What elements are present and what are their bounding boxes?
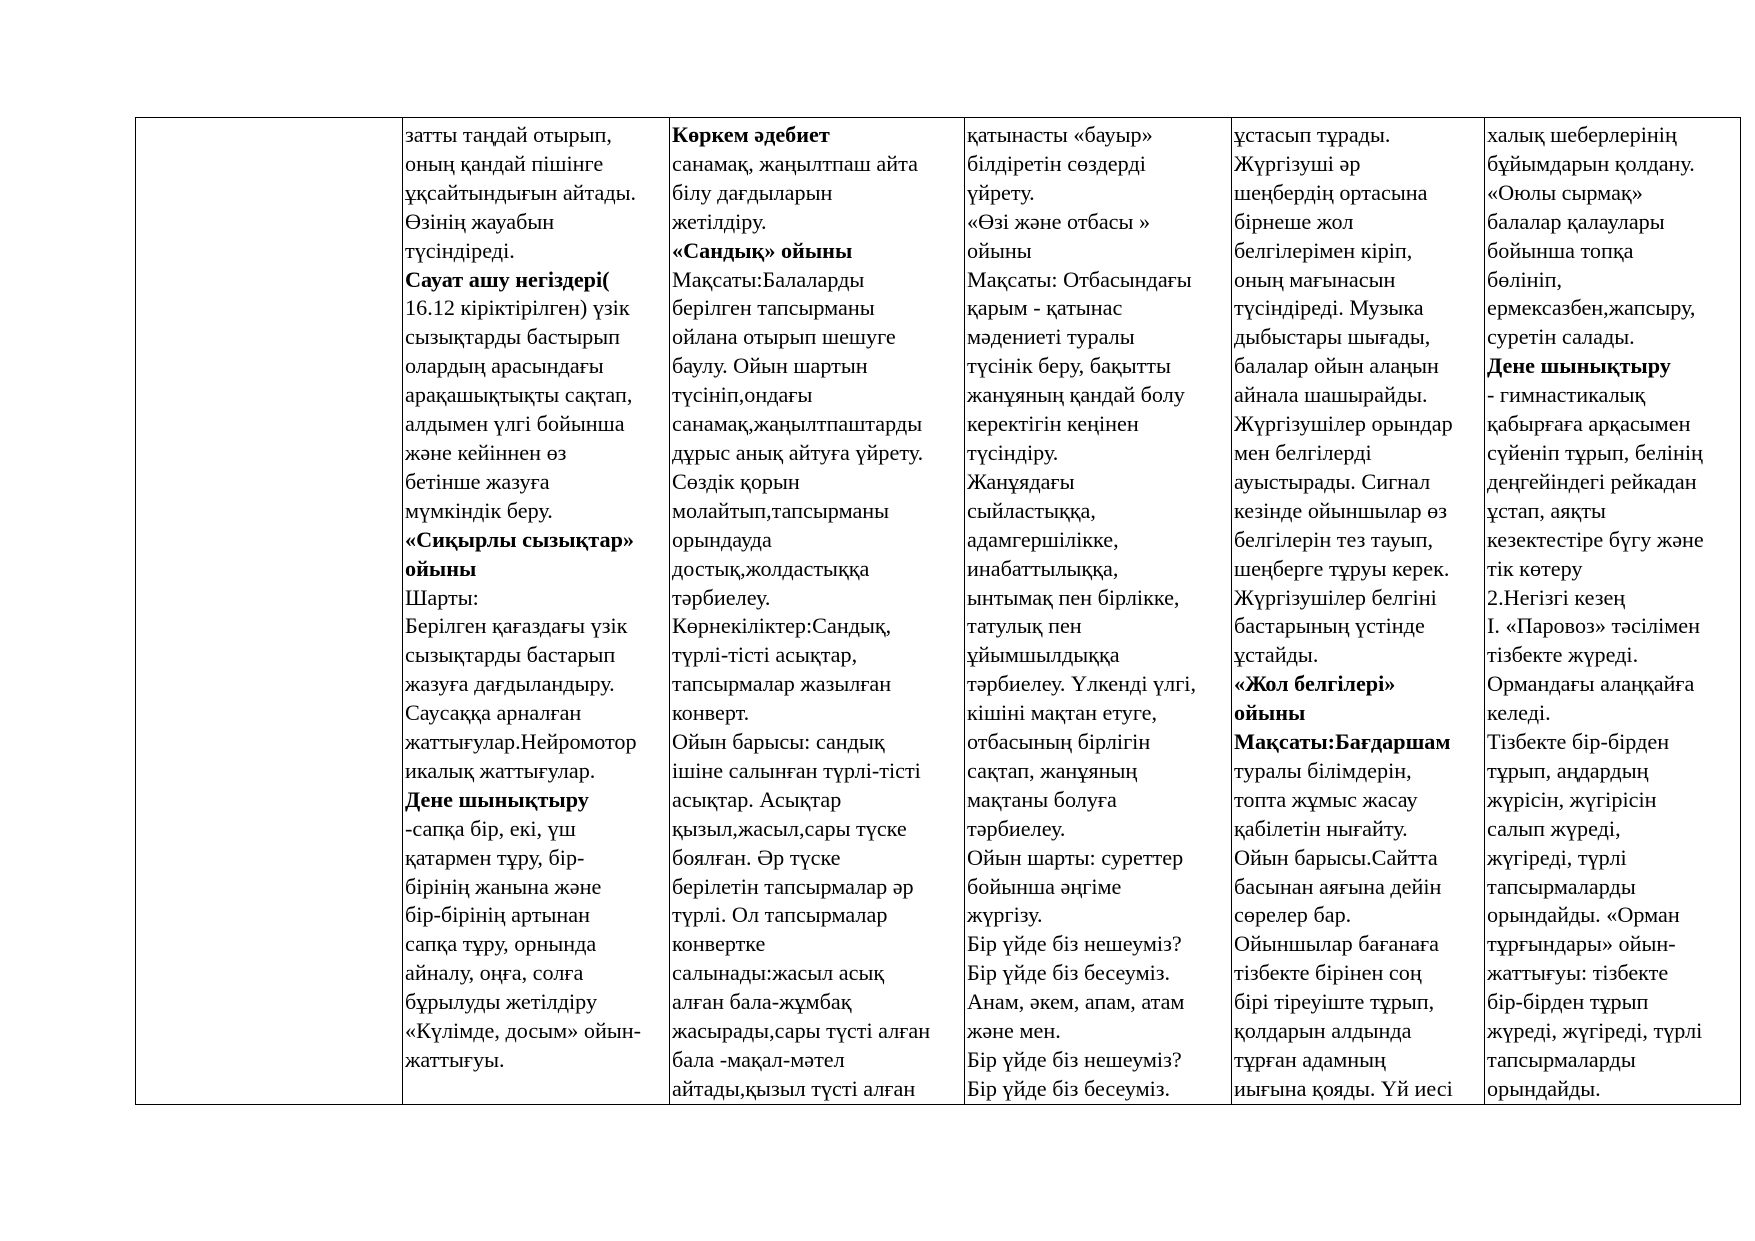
cell-text-line: «Өзі және отбасы » <box>967 208 1151 234</box>
cell-text-line: сызықтарды бастырып <box>405 324 621 350</box>
cell-text-line: бастарының үстінде <box>1234 613 1425 639</box>
cell-heading-line: Дене шынықтыру <box>405 786 589 812</box>
cell-text-line: Сөздік қорын <box>672 468 800 494</box>
cell-text-line: тұрған адамның <box>1234 1047 1386 1072</box>
cell-text-line: Бір үйде біз нешеуміз? <box>967 1047 1182 1072</box>
cell-text-line: оның мағынасын <box>1234 266 1396 292</box>
cell-text-line: тұрып, аңдардың <box>1487 757 1649 783</box>
cell-text-line: белгілерімен кіріп, <box>1234 237 1413 263</box>
cell-text-line: түсіндіреді. Музыка <box>1234 295 1424 321</box>
cell-text-line: салынады:жасыл асық <box>672 960 885 986</box>
cell-text-line: Тізбекте бір-бірден <box>1487 729 1670 755</box>
cell-text-line: келеді. <box>1487 700 1551 726</box>
cell-text-line: деңгейіндегі рейкадан <box>1487 468 1697 494</box>
cell-text-line: кішіні мақтан етуге, <box>967 700 1158 726</box>
cell-text-line: Ойын шарты: суреттер <box>967 844 1184 870</box>
cell-text-line: қабырғаға арқасымен <box>1487 411 1691 437</box>
cell-text-line: «Оюлы сырмақ» <box>1487 179 1643 205</box>
table-cell-art-pe <box>1485 118 1741 1105</box>
cell-text-line: орындайды. <box>1487 1075 1601 1101</box>
cell-text-line: кезінде ойыншылар өз <box>1234 497 1447 523</box>
cell-heading-line: «Сиқырлы сызықтар» <box>405 526 635 552</box>
cell-text-line: бір-бірден тұрып <box>1487 989 1649 1015</box>
cell-text-line: тәрбиелеу. <box>672 584 771 610</box>
cell-text-line: Ойын барысы: сандық <box>672 729 885 755</box>
cell-text-line: шеңберге тұруы керек. <box>1234 555 1450 581</box>
cell-text-line: түсініп,ондағы <box>672 382 813 408</box>
cell-text-line: орындауда <box>672 526 772 552</box>
cell-text-line: бұрылуды жетілдіру <box>405 989 598 1015</box>
cell-text-line: орындайды. «Орман <box>1487 902 1680 928</box>
cell-text-line: түрлі. Ол тапсырмалар <box>672 902 888 928</box>
cell-text-line: Шарты: <box>405 584 479 610</box>
cell-text-line: Жүргізушілер орындар <box>1234 411 1453 437</box>
cell-text-line: үйрету. <box>967 179 1035 205</box>
cell-text-line: берілген тапсырманы <box>672 295 875 321</box>
cell-text-line: санамақ,жаңылтпаштарды <box>672 411 923 437</box>
cell-text-line: І. «Паровоз» тәсілімен <box>1487 613 1701 639</box>
cell-text-line: -сапқа бір, екі, үш <box>405 815 576 841</box>
cell-text-line: ұқсайтындығын айтады. <box>405 179 637 205</box>
cell-heading-line: Сауат ашу негіздері( <box>405 266 610 292</box>
cell-text-line: түсіндіреді. <box>405 237 515 263</box>
cell-text-line: татулық пен <box>967 613 1082 639</box>
cell-text-line: дұрыс анық айтуға үйрету. <box>672 439 924 465</box>
cell-text-line: ұстап, аяқты <box>1487 497 1606 523</box>
cell-text-line: Саусаққа арналған <box>405 700 582 726</box>
cell-text-line: ойлана отырып шешуге <box>672 324 896 350</box>
cell-text-line: қызыл,жасыл,сары түске <box>672 815 907 841</box>
cell-text-line: тұрғындары» ойын- <box>1487 931 1676 957</box>
cell-text-line: бойынша топқа <box>1487 237 1634 263</box>
cell-heading-line: «Сандық» ойыны <box>672 237 853 263</box>
cell-text-line: ауыстырады. Сигнал <box>1234 468 1431 494</box>
cell-text-line: бөлініп, <box>1487 266 1563 292</box>
cell-text-line: жанұяның қандай болу <box>967 382 1185 408</box>
cell-text-line: балалар ойын алаңын <box>1234 353 1439 379</box>
table-cell-literature-game <box>670 118 965 1105</box>
cell-text-line: бала -мақал-мәтел <box>672 1047 845 1072</box>
cell-text-line: Бір үйде біз бесеуміз. <box>967 1075 1171 1101</box>
cell-text-line: ұстайды. <box>1234 642 1319 668</box>
cell-text-line: айтады,қызыл түсті алған <box>672 1075 916 1101</box>
cell-text-line: қатармен тұру, бір- <box>405 844 585 870</box>
cell-text-line: дыбыстары шығады, <box>1234 324 1431 350</box>
cell-text-line: конверт. <box>672 700 750 726</box>
cell-text-line: бойынша әңгіме <box>967 873 1122 899</box>
cell-text-line: сызықтарды бастарып <box>405 642 616 668</box>
cell-text-line: балалар қалаулары <box>1487 208 1665 234</box>
cell-text-line: жүргізу. <box>967 902 1043 928</box>
cell-text-line: және мен. <box>967 1018 1061 1044</box>
cell-text-line: Мақсаты:Балаларды <box>672 266 865 292</box>
cell-text-line: достық,жолдастыққа <box>672 555 870 581</box>
cell-text-line: Берілген қағаздағы үзік <box>405 613 628 639</box>
cell-text-line: мақтаны болуға <box>967 786 1117 812</box>
cell-text-line: бір-бірінің артынан <box>405 902 590 928</box>
cell-text-line: білу дағдыларын <box>672 179 833 205</box>
cell-text-line: жүрісін, жүгірісін <box>1487 786 1657 812</box>
cell-text-line: сақтап, жанұяның <box>967 757 1138 783</box>
cell-text-line: тапсырмаларды <box>1487 1047 1636 1072</box>
cell-text-line: керектігін кеңінен <box>967 411 1139 437</box>
cell-text-line: тәрбиелеу. Үлкенді үлгі, <box>967 671 1197 697</box>
cell-text-line: ойыны <box>967 237 1032 263</box>
cell-text-line: икалық жаттығулар. <box>405 757 596 783</box>
cell-text-line: конвертке <box>672 931 766 957</box>
cell-text-line: тәрбиелеу. <box>967 815 1066 841</box>
cell-text-line: мәдениеті туралы <box>967 324 1135 350</box>
cell-text-line: қабілетін нығайту. <box>1234 815 1408 841</box>
cell-text-line: бұйымдарын қолдану. <box>1487 150 1695 176</box>
cell-heading-line: «Жол белгілері» <box>1234 671 1396 697</box>
cell-text-line: баулу. Ойын шартын <box>672 353 868 379</box>
cell-text-line: Бір үйде біз нешеуміз? <box>967 931 1182 957</box>
cell-text-line: ішіне салынған түрлі-тісті <box>672 757 921 783</box>
cell-text-line: қолдарын алдында <box>1234 1018 1412 1044</box>
cell-text-line: жаттығуы: тізбекте <box>1487 960 1669 986</box>
cell-text-line: Анам, әкем, апам, атам <box>967 989 1185 1015</box>
cell-text-line: Көрнекіліктер:Сандық, <box>672 613 892 639</box>
cell-text-line: және кейіннен өз <box>405 439 567 465</box>
cell-text-line: бірі тіреуіште тұрып, <box>1234 989 1435 1015</box>
cell-text-line: тапсырмаларды <box>1487 873 1636 899</box>
cell-text-line: жүреді, жүгіреді, түрлі <box>1487 1018 1703 1044</box>
cell-text-line: халық шеберлерінің <box>1487 122 1677 147</box>
cell-text-line: - гимнастикалық <box>1487 382 1646 408</box>
cell-text-line: санамақ, жаңылтпаш айта <box>672 150 918 176</box>
cell-heading-line: Көркем әдебиет <box>672 122 830 147</box>
cell-text-line: олардың арасындағы <box>405 353 604 379</box>
cell-text-line: алған бала-жұмбақ <box>672 989 852 1015</box>
cell-text-line: Жүргізуші әр <box>1234 150 1361 176</box>
cell-text-line: жаттығуы. <box>405 1047 505 1072</box>
cell-text-line: сыйластыққа, <box>967 497 1096 523</box>
cell-text-line: Ойын барысы.Сайтта <box>1234 844 1438 870</box>
cell-text-line: сүйеніп тұрып, белінің <box>1487 439 1703 465</box>
cell-heading-line: Мақсаты:Бағдаршам <box>1234 729 1451 755</box>
cell-text-line: Ойыншылар бағанаға <box>1234 931 1439 957</box>
cell-text-line: салып жүреді, <box>1487 815 1621 841</box>
table-cell-literacy-pe <box>403 118 670 1105</box>
cell-text-line: ұйымшылдыққа <box>967 642 1120 668</box>
cell-text-line: тапсырмалар жазылған <box>672 671 892 697</box>
cell-text-line: иығына қояды. Үй иесі <box>1234 1075 1453 1101</box>
cell-text-line: білдіретін сөздерді <box>967 150 1146 176</box>
cell-text-line: молайтып,тапсырманы <box>672 497 890 523</box>
cell-text-line: берілетін тапсырмалар әр <box>672 873 914 899</box>
table-row <box>136 118 1741 1105</box>
cell-text-line: жаттығулар.Нейромотор <box>405 729 637 755</box>
cell-text-line: бірнеше жол <box>1234 208 1354 234</box>
cell-text-line: бетінше жазуға <box>405 468 550 494</box>
cell-text-line: оның қандай пішінге <box>405 150 604 176</box>
cell-text-line: 2.Негізгі кезең <box>1487 584 1626 610</box>
cell-heading-line: ойыны <box>1234 700 1306 726</box>
cell-text-line: Ормандағы алаңқайға <box>1487 671 1695 697</box>
cell-text-line: айнала шашырайды. <box>1234 382 1428 408</box>
cell-text-line: жасырады,сары түсті алған <box>672 1018 931 1044</box>
cell-text-line: қарым - қатынас <box>967 295 1123 321</box>
cell-text-line: «Күлімде, досым» ойын- <box>405 1018 642 1044</box>
cell-text-line: тізбекте бірінен соң <box>1234 960 1422 986</box>
cell-text-line: суретін салады. <box>1487 324 1635 350</box>
cell-text-line: кезектестіре бүгу және <box>1487 526 1704 552</box>
cell-text-line: тізбекте жүреді. <box>1487 642 1639 668</box>
cell-text-line: түсіндіру. <box>967 439 1059 465</box>
cell-text-line: адамгершілікке, <box>967 526 1119 552</box>
cell-text-line: ұстасып тұрады. <box>1234 122 1391 147</box>
cell-heading-line: Дене шынықтыру <box>1487 353 1671 379</box>
cell-heading-line: ойыны <box>405 555 477 581</box>
cell-text-line: ермексазбен,жапсыру, <box>1487 295 1696 321</box>
cell-text-line: жазуға дағдыландыру. <box>405 671 615 697</box>
table-cell-road-signs-game <box>1232 118 1485 1105</box>
cell-text-line: затты таңдай отырып, <box>405 122 612 147</box>
cell-text-line: боялған. Әр түске <box>672 844 841 870</box>
cell-text-line: мен белгілерді <box>1234 439 1372 465</box>
cell-text-line: Бір үйде біз бесеуміз. <box>967 960 1171 986</box>
cell-text-line: белгілерін тез тауып, <box>1234 526 1434 552</box>
cell-text-line: Жанұядағы <box>967 468 1075 494</box>
cell-text-line: қатынасты «бауыр» <box>967 122 1153 147</box>
cell-text-line: топта жұмыс жасау <box>1234 786 1418 812</box>
cell-text-line: сапқа тұру, орнында <box>405 931 597 957</box>
cell-text-line: түрлі-тісті асықтар, <box>672 642 858 668</box>
cell-text-line: ынтымақ пен бірлікке, <box>967 584 1180 610</box>
cell-text-line: арақашықтықты сақтап, <box>405 382 633 408</box>
cell-text-line: Мақсаты: Отбасындағы <box>967 266 1192 292</box>
cell-text-line: айналу, оңға, солға <box>405 960 584 986</box>
cell-text-line: алдымен үлгі бойынша <box>405 411 625 437</box>
cell-text-line: туралы білімдерін, <box>1234 757 1412 783</box>
cell-text-line: сөрелер бар. <box>1234 902 1352 928</box>
cell-text-line: басынан аяғына дейін <box>1234 873 1442 899</box>
cell-text-line: отбасының бірлігін <box>967 729 1151 755</box>
cell-text-line: инабаттылыққа, <box>967 555 1119 581</box>
cell-text-line: шеңбердің ортасына <box>1234 179 1428 205</box>
cell-text-line: жүгіреді, түрлі <box>1487 844 1627 870</box>
lesson-plan-table <box>135 117 1741 1105</box>
cell-text-line: бірінің жанына және <box>405 873 602 899</box>
cell-text-line: Өзінің жауабын <box>405 208 555 234</box>
cell-text-line: мүмкіндік беру. <box>405 497 553 523</box>
cell-text-line: тік көтеру <box>1487 555 1583 581</box>
cell-text-line: 16.12 кіріктірілген) үзік <box>405 295 630 321</box>
cell-text-line: Жүргізушілер белгіні <box>1234 584 1437 610</box>
table-cell-empty <box>136 118 403 1105</box>
cell-text-line: жетілдіру. <box>672 208 767 234</box>
table-cell-family-game <box>965 118 1232 1105</box>
cell-text-line: асықтар. Асықтар <box>672 786 842 812</box>
cell-text-line: түсінік беру, бақытты <box>967 353 1171 379</box>
